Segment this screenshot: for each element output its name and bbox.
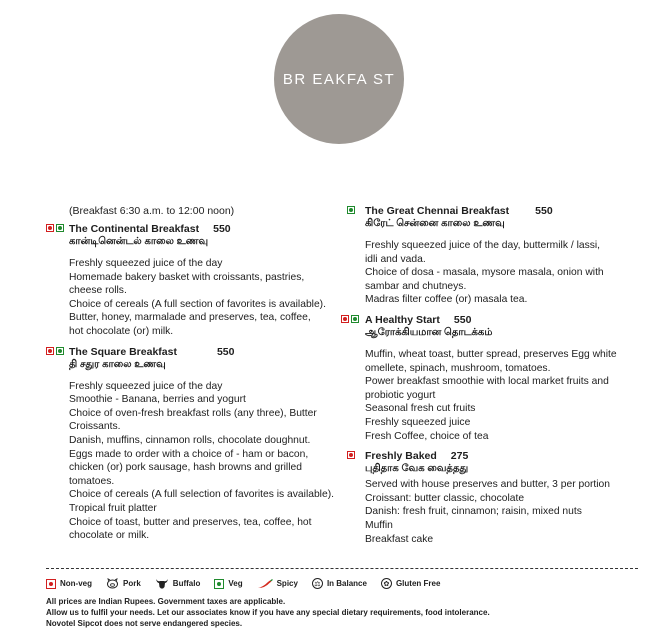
footer-line: All prices are Indian Rupees. Government taxes are applicable. [46, 597, 286, 606]
footer-line: Novotel Sipcot does not serve endangered species. [46, 619, 243, 628]
desc-line: chicken (or) pork sausage, hash browns and grilled [69, 462, 302, 474]
menu-column-left [46, 205, 342, 550]
desc-line: Power breakfast smoothie with local market fruits and [365, 376, 609, 388]
menu-item-great-chennai [347, 205, 637, 307]
item-title: A Healthy Start [365, 313, 440, 326]
desc-line: Choice of dosa - masala, mysore masala, onion with [365, 267, 604, 279]
desc-line: Choice of cereals (A full selection of favorites is available). [69, 489, 334, 501]
desc-line: Croissants. [69, 421, 121, 433]
desc-line: Choice of cereals (A full section of favorites is available). [69, 298, 326, 310]
desc-line: Freshly squeezed juice of the day [69, 258, 223, 269]
legend-label: Spicy [276, 579, 298, 588]
non-veg-icon [46, 347, 54, 355]
desc-line: Muffin [365, 519, 393, 531]
item-title: The Continental Breakfast [69, 223, 200, 235]
breakfast-badge: BR EAKFA ST [274, 14, 404, 144]
legend-non-veg [46, 579, 92, 589]
veg-icon [351, 315, 359, 323]
menu-column-right [347, 205, 637, 553]
non-veg-icon [46, 579, 56, 589]
desc-line: Tropical fruit platter [69, 502, 157, 514]
legend-label: Buffalo [172, 579, 201, 588]
legend-gluten-free [381, 578, 440, 589]
desc-line: Served with house preserves and butter, 3 per portion [365, 479, 610, 491]
desc-line: Freshly squeezed juice [365, 416, 471, 428]
item-title: The Square Breakfast [69, 345, 177, 358]
desc-line: Seasonal fresh cut fruits [365, 403, 476, 415]
buffalo-icon [155, 578, 169, 589]
non-veg-icon [46, 224, 54, 232]
desc-line: tomatoes. [69, 475, 115, 487]
desc-line: Croissant: butter classic, chocolate [365, 492, 525, 504]
diet-icons [46, 347, 64, 355]
item-title-tamil: புதிதாக வேக வைத்தது [365, 463, 469, 475]
diet-icons [46, 224, 64, 232]
gluten-free-icon: ✿ [381, 578, 392, 589]
breakfast-hours: (Breakfast 6:30 a.m. to 12:00 noon) [69, 205, 235, 217]
menu-item-square [46, 346, 342, 543]
item-description [69, 380, 342, 543]
desc-line: Danish: fresh fruit, cinnamon; raisin, mixed nuts [365, 506, 582, 518]
desc-line: Freshly squeezed juice of the day, buttermilk / lassi, [365, 240, 601, 251]
veg-icon [56, 347, 64, 355]
item-title-tamil: தி சதுர காலை உணவு [69, 358, 166, 370]
legend-spicy [257, 579, 298, 589]
desc-line: idli and vada. [365, 253, 426, 265]
desc-line: hot chocolate (or) milk. [69, 325, 174, 337]
menu-item-freshly-baked [347, 450, 637, 546]
veg-icon [347, 206, 355, 214]
desc-line: Choice of oven-fresh breakfast rolls (any three), Butter [69, 407, 317, 419]
legend-label: In Balance [326, 579, 367, 588]
legend-label: Pork [123, 579, 141, 588]
legend-veg [214, 579, 242, 589]
desc-line: Breakfast cake [365, 533, 434, 545]
non-veg-icon [347, 451, 355, 459]
desc-line: omellete, spinach, mushroom, tomatoes. [365, 362, 551, 374]
desc-line: Madras filter coffee (or) masala tea. [365, 294, 528, 306]
desc-line: Butter, honey, marmalade and preserves, tea, coffee, [69, 312, 311, 324]
desc-line: cheese rolls. [69, 285, 127, 297]
menu-item-healthy-start [347, 314, 637, 443]
legend-pork [106, 578, 141, 589]
desc-line: Danish, muffins, cinnamon rolls, chocolate doughnut. [69, 434, 311, 446]
item-price: 550 [453, 313, 472, 326]
desc-line: Freshly squeezed juice of the day [69, 380, 223, 392]
legend-label: Veg [228, 579, 243, 588]
desc-line: chocolate or milk. [69, 530, 150, 542]
veg-icon [56, 224, 64, 232]
diet-legend [46, 578, 638, 589]
legend-buffalo [155, 578, 201, 589]
balance-icon: ⚖ [312, 578, 323, 589]
desc-line: Smoothie - Banana, berries and yogurt [69, 394, 246, 406]
item-title-tamil: கிரேட் சென்னை காலை உணவு [365, 218, 505, 229]
item-price: 550 [216, 345, 235, 358]
desc-line: Eggs made to order with a choice of - ham or bacon, [69, 448, 309, 460]
item-title: The Great Chennai Breakfast [365, 205, 510, 217]
item-price: 550 [535, 205, 553, 217]
desc-line: Fresh Coffee, choice of tea [365, 430, 489, 442]
non-veg-icon [341, 315, 349, 323]
footer-line: Allow us to fulfil your needs. Let our associates know if you have any special dietary requirements, food intolerance. [46, 608, 490, 617]
diet-icons [347, 451, 355, 459]
desc-line: probiotic yogurt [365, 389, 436, 401]
chili-icon [257, 579, 273, 589]
desc-line: Muffin, wheat toast, butter spread, preserves Egg white [365, 348, 617, 360]
legend-label: Gluten Free [395, 579, 441, 588]
legend-in-balance [312, 578, 367, 589]
desc-line: Choice of toast, butter and preserves, tea, coffee, hot [69, 516, 312, 528]
menu-item-continental [46, 223, 342, 339]
item-price: 275 [450, 450, 469, 463]
veg-icon [214, 579, 224, 589]
diet-icons [347, 206, 355, 214]
item-description [365, 239, 637, 307]
desc-line: Homemade bakery basket with croissants, pastries, [69, 271, 305, 283]
desc-line: sambar and chutneys. [365, 280, 467, 292]
item-description [69, 257, 342, 339]
item-price: 550 [213, 223, 231, 235]
footer-notes [46, 596, 490, 629]
item-description [365, 478, 637, 546]
dashed-divider [46, 568, 638, 569]
pig-icon [106, 578, 119, 589]
diet-icons [341, 315, 359, 323]
item-description [365, 348, 637, 443]
item-title-tamil: ஆரோக்கியமான தொடக்கம் [365, 326, 493, 338]
item-title-tamil: கான்டினென்டல் காலை உணவு [69, 236, 209, 247]
item-title: Freshly Baked [365, 450, 437, 463]
legend-label: Non-veg [60, 579, 92, 588]
